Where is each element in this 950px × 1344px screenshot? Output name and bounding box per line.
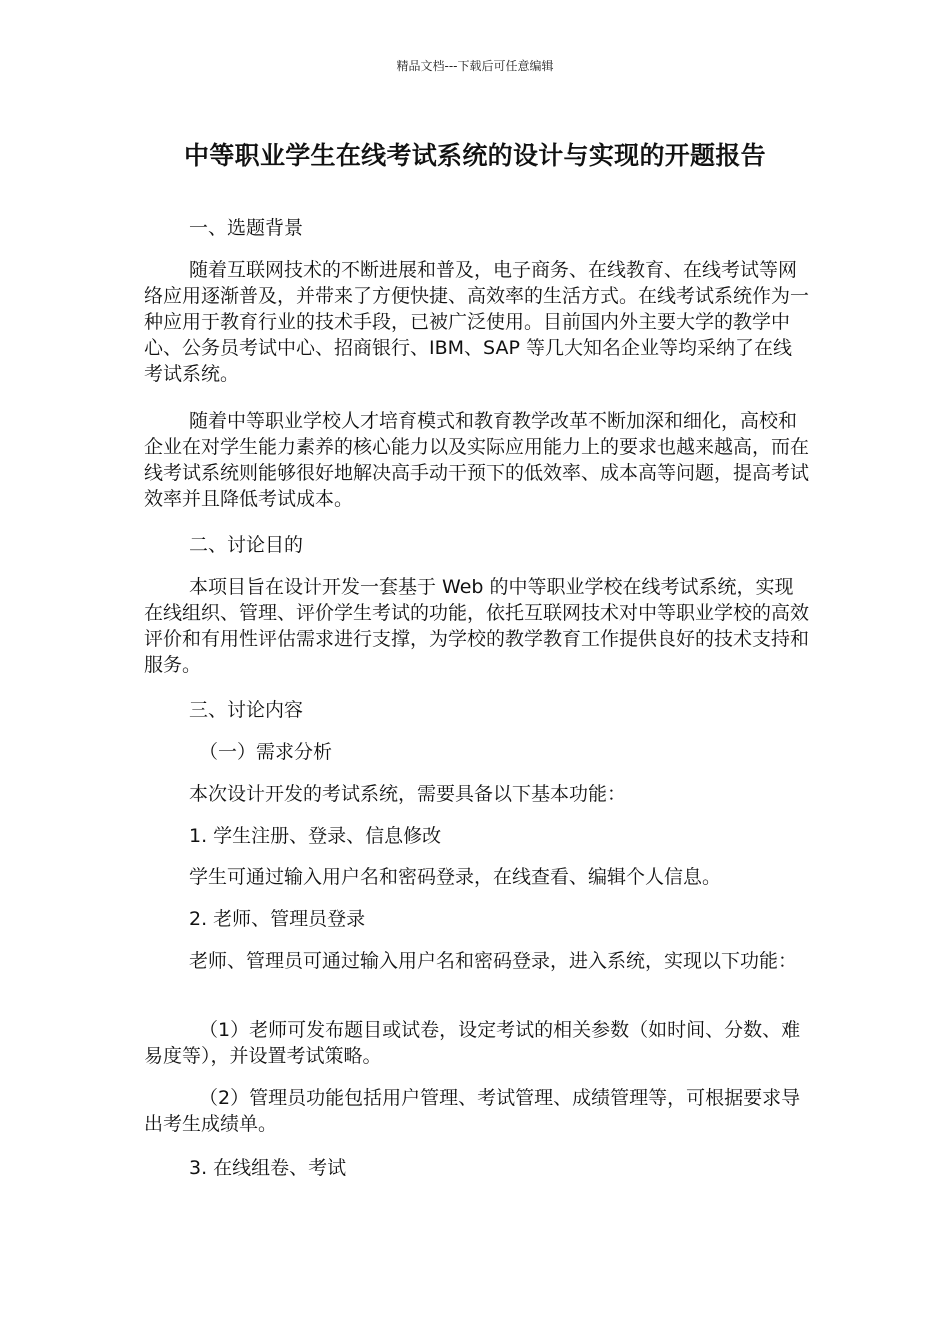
section-2-heading: [144, 532, 809, 558]
section-1-paragraph-2: [144, 408, 809, 512]
section-2-paragraph-1: [144, 574, 809, 678]
list-item-title: 3. 在线组卷、考试: [189, 1157, 347, 1179]
section-1-paragraph-1: [144, 257, 809, 387]
section-3-heading: [144, 697, 809, 723]
document-title: 中等职业学生在线考试系统的设计与实现的开题报告: [184, 141, 766, 170]
subheading-text: （一）需求分析: [199, 741, 333, 763]
paragraph-text: 本次设计开发的考试系统，需要具备以下基本功能：: [189, 783, 627, 805]
item-2-title: [144, 906, 809, 932]
item-2-sub-1: [144, 1017, 809, 1069]
list-item-title: 1. 学生注册、登录、信息修改: [189, 825, 442, 847]
paragraph-text: （1）老师可发布题目或试卷，设定考试的相关参数（如时间、分数、难易度等），并设置考试策略。: [144, 1019, 801, 1067]
paragraph-text: 本项目旨在设计开发一套基于 Web 的中等职业学校在线考试系统，实现在线组织、管理、评价学生考试的功能，依托互联网技术对中等职业学校的高效评价和有用性评估需求进行支撑，为学校的教学教育工作提供良好的技术支持和服务。: [144, 576, 810, 676]
item-2-description: [144, 948, 809, 974]
item-1-title: [144, 823, 809, 849]
paragraph-text: 随着中等职业学校人才培育模式和教育教学改革不断加深和细化，高校和企业在对学生能力素养的核心能力以及实际应用能力上的要求也越来越高，而在线考试系统则能够很好地解决高手动干预下的低效率、成本高等问题，提高考试效率并且降低考试成本。: [144, 410, 810, 510]
header-note: 精品文档---下载后可任意编辑: [396, 59, 554, 73]
list-item-title: 2. 老师、管理员登录: [189, 908, 366, 930]
heading-text: 二、讨论目的: [189, 534, 304, 556]
paragraph-text: 老师、管理员可通过输入用户名和密码登录，进入系统，实现以下功能：: [189, 950, 798, 972]
paragraph-text: 学生可通过输入用户名和密码登录，在线查看、编辑个人信息。: [189, 866, 722, 888]
paragraph-text: （2）管理员功能包括用户管理、考试管理、成绩管理等，可根据要求导出考生成绩单。: [144, 1087, 801, 1135]
heading-text: 一、选题背景: [189, 217, 304, 239]
section-3-intro: [144, 781, 809, 807]
section-3-subheading: [144, 739, 809, 765]
paragraph-text: 随着互联网技术的不断进展和普及，电子商务、在线教育、在线考试等网络应用逐渐普及，并带来了方便快捷、高效率的生活方式。在线考试系统作为一种应用于教育行业的技术手段，已被广泛使用。目前国内外主要大学的教学中心、公务员考试中心、招商银行、IBM、SAP 等几大知名企业等均采纳了在线考试系统。: [144, 259, 810, 385]
item-1-description: [144, 864, 809, 890]
heading-text: 三、讨论内容: [189, 699, 304, 721]
item-2-sub-2: [144, 1085, 809, 1137]
section-1-heading: [144, 215, 809, 241]
item-3-title: [144, 1155, 809, 1181]
